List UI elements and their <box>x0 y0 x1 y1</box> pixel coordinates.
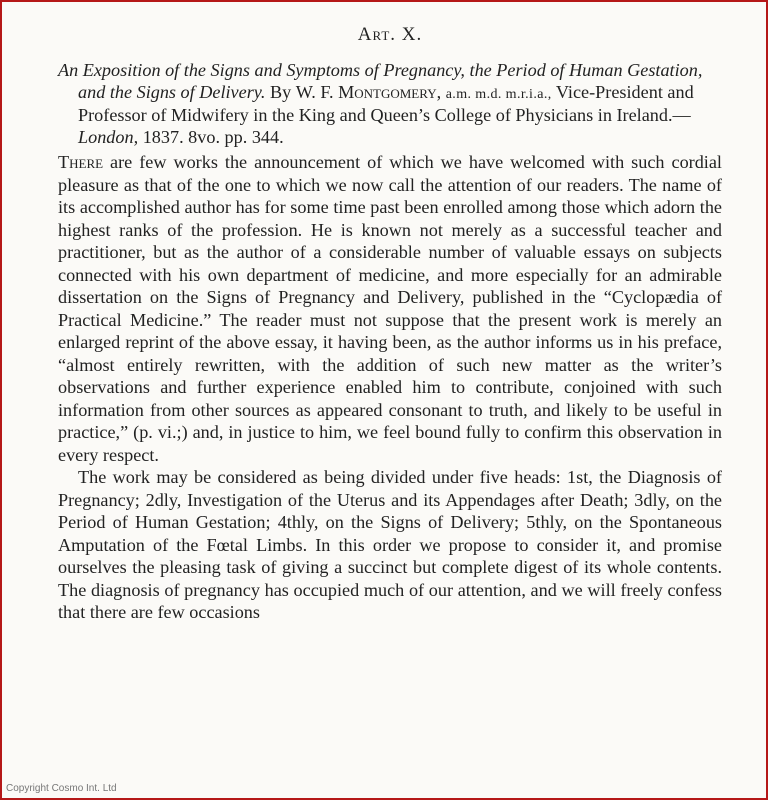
author-degrees: a.m. m.d. m.r.i.a., <box>445 86 552 102</box>
article-body <box>58 151 722 624</box>
paragraph-lead: There <box>58 152 104 172</box>
publication-details: 1837. 8vo. pp. 344. <box>138 126 284 147</box>
author-name: W. F. Montgomery, <box>295 81 442 102</box>
author-role: Vice-President and Professor of Midwifery in the King and Queen’s College of Physicians in Ireland.— <box>78 81 694 125</box>
article-heading: Art. X. <box>357 24 423 45</box>
review-citation: An Exposition of the Signs and Symptoms of Pregnancy, the Period of Human Gestation, and the Signs of Delivery. By W. F. Montgomery, a.m. m.d. m.r.i.a., Vice-President and Professor of Midwifery in the King and Queen’s College of Physicians in Ireland.—London, 1837. 8vo. pp. 344. <box>58 60 703 147</box>
book-title: An Exposition of the Signs and Symptoms of Pregnancy, the Period of Human Gestation, and the Signs of Delivery. <box>58 60 703 102</box>
paragraph-2: The work may be considered as being divided under five heads: 1st, the Diagnosis of Pregnancy; 2dly, Investigation of the Uterus and its Appendages after Death; 3dly, on the Period of Human Gestation; 4thly, on the Signs of Delivery; 5thly, on the Spontaneous Amputation of the Fœtal Limbs. In this order we propose to consider it, and promise ourselves the pleasing task of giving a succinct but complete digest of its whole contents. The diagnosis of pregnancy has occupied much of our attention, and we will freely confess that there are few occasions <box>58 467 722 622</box>
document-page <box>58 24 722 624</box>
copyright-watermark: Copyright Cosmo Int. Ltd <box>6 783 117 794</box>
paragraph-1: There are few works the announcement of which we have welcomed with such cordial pleasure as that of the one to which we now call the attention of our readers. The name of its accomplished author has for some time past been enrolled among those which adorn the highest ranks of the profession. He is known not merely as a successful teacher and practitioner, but as the author of a considerable number of valuable essays on subjects connected with his own department of medicine, and more especially for an admirable dissertation on the Signs of Pregnancy and Delivery, published in the “Cyclopædia of Practical Medicine.” The reader must not suppose that the present work is merely an enlarged reprint of the above essay, it having been, as the author informs us in his preface, “almost entirely rewritten, with the addition of such new matter as the writer’s observations and further experience enabled him to contribute, conjoined with such information from other sources as appeared consonant to truth, and likely to be useful in practice,” (p. vi.;) and, in justice to him, we feel bound fully to confirm this observation in every respect. <box>58 152 722 465</box>
publication-place: London, <box>78 126 139 147</box>
